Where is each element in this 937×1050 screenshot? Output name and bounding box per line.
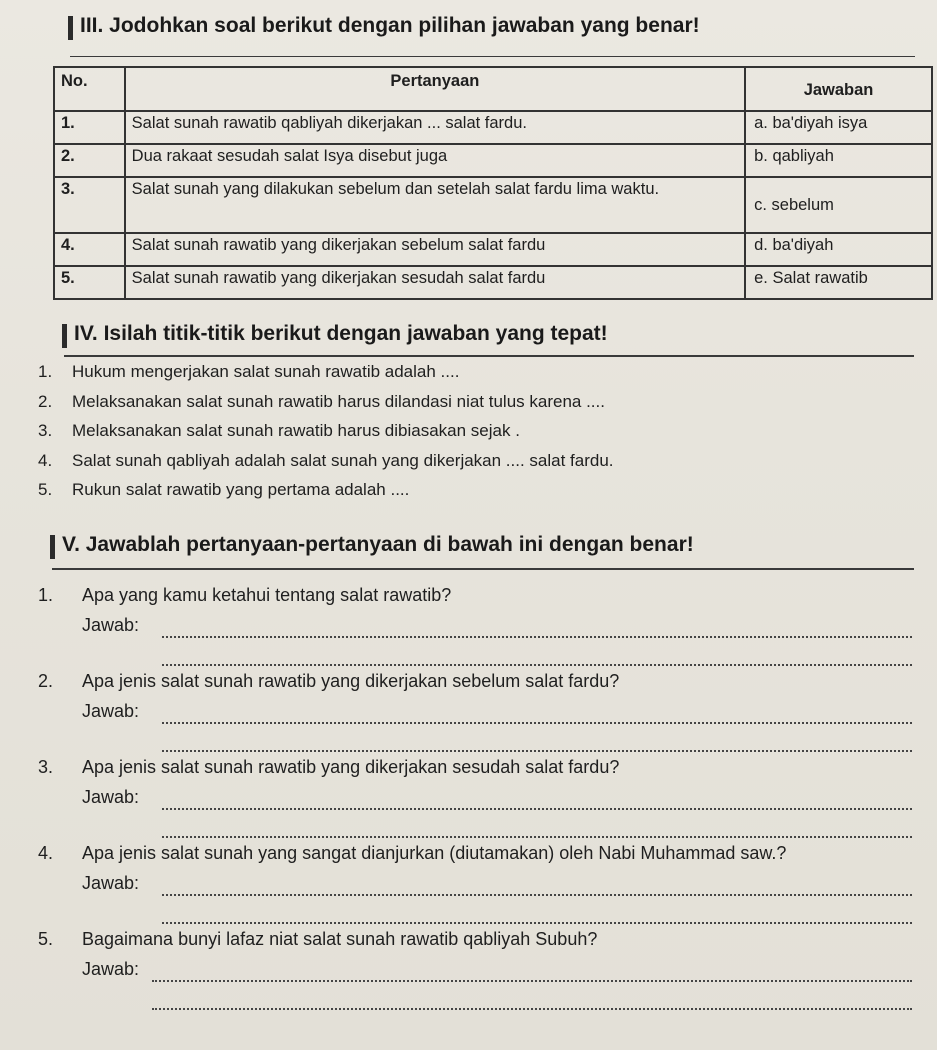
list-item — [38, 392, 614, 422]
row-answer: c. sebelum — [745, 177, 932, 233]
item-text: Apa jenis salat sunah rawatib yang dikerjakan sesudah salat fardu? — [82, 757, 620, 777]
answer-label: Jawab: — [82, 787, 140, 807]
table-row — [54, 266, 932, 299]
list-item — [38, 671, 918, 757]
row-question: Salat sunah rawatib qabliyah dikerjakan ... salat fardu. — [125, 111, 745, 144]
answer-line — [162, 836, 912, 838]
list-item — [38, 585, 918, 671]
table-row — [54, 177, 932, 233]
list-item — [38, 451, 614, 481]
row-answer: e. Salat rawatib — [745, 266, 932, 299]
list-item — [38, 929, 918, 1015]
matching-table — [53, 66, 933, 300]
table-row — [54, 144, 932, 177]
answer-label: Jawab: — [82, 615, 140, 635]
item-text: Melaksanakan salat sunah rawatib harus dilandasi niat tulus karena .... — [72, 391, 605, 411]
item-text: Apa jenis salat sunah rawatib yang dikerjakan sebelum salat fardu? — [82, 671, 620, 691]
section-4-rule — [64, 355, 914, 357]
row-no: 1. — [54, 111, 125, 144]
item-number: 5. — [38, 929, 54, 949]
answer-line — [162, 636, 912, 638]
item-number: 1. — [38, 362, 53, 381]
section-4-title: IV. Isilah titik-titik berikut dengan jawaban yang tepat! — [62, 322, 608, 346]
table-row — [54, 111, 932, 144]
list-item — [38, 843, 918, 929]
item-number: 4. — [38, 450, 53, 470]
row-question: Salat sunah rawatib yang dikerjakan sebelum salat fardu — [125, 233, 745, 266]
list-item — [38, 757, 918, 843]
section-5-rule — [52, 568, 914, 570]
item-number: 3. — [38, 757, 54, 777]
answer-line — [152, 1008, 912, 1010]
answer-line — [162, 922, 912, 924]
row-no: 4. — [54, 233, 125, 266]
section-3-title: III. Jodohkan soal berikut dengan pilihan jawaban yang benar! — [68, 14, 700, 38]
item-number: 2. — [38, 671, 54, 691]
item-text: Apa yang kamu ketahui tentang salat rawatib? — [82, 585, 452, 605]
list-item — [38, 480, 614, 510]
row-answer: a. ba'diyah isya — [745, 111, 932, 144]
answer-line — [162, 808, 912, 810]
list-item — [38, 362, 614, 392]
item-text: Bagaimana bunyi lafaz niat salat sunah rawatib qabliyah Subuh? — [82, 929, 598, 949]
item-text: Apa jenis salat sunah yang sangat dianjurkan (diutamakan) oleh Nabi Muhammad saw.? — [82, 843, 787, 863]
item-number: 3. — [38, 421, 53, 440]
header-answer: Jawaban — [745, 67, 932, 111]
row-question: Salat sunah yang dilakukan sebelum dan setelah salat fardu lima waktu. — [125, 177, 745, 233]
section-3-rule — [70, 56, 915, 57]
fill-in-list — [38, 362, 614, 510]
row-no: 3. — [54, 177, 125, 233]
row-question: Dua rakaat sesudah salat Isya disebut juga — [125, 144, 745, 177]
item-number: 1. — [38, 585, 54, 605]
item-text: Salat sunah qabliyah adalah salat sunah yang dikerjakan .... salat fardu. — [72, 450, 614, 470]
header-no: No. — [54, 67, 125, 111]
table-row — [54, 233, 932, 266]
row-no: 5. — [54, 266, 125, 299]
list-item — [38, 421, 614, 451]
row-no: 2. — [54, 144, 125, 177]
answer-label: Jawab: — [82, 959, 140, 979]
answer-label: Jawab: — [82, 873, 140, 893]
header-question: Pertanyaan — [125, 67, 745, 111]
section-5-title: V. Jawablah pertanyaan-pertanyaan di bawah ini dengan benar! — [50, 533, 694, 557]
answer-line — [162, 722, 912, 724]
row-answer: b. qabliyah — [745, 144, 932, 177]
answer-line — [162, 750, 912, 752]
item-text: Hukum mengerjakan salat sunah rawatib adalah .... — [72, 362, 460, 381]
answer-line — [152, 980, 912, 982]
answer-line — [162, 894, 912, 896]
item-text: Melaksanakan salat sunah rawatib harus dibiasakan sejak . — [72, 421, 520, 440]
item-number: 2. — [38, 391, 53, 411]
answer-line — [162, 664, 912, 666]
answer-label: Jawab: — [82, 701, 140, 721]
item-number: 4. — [38, 843, 54, 863]
essay-list — [38, 585, 918, 1015]
item-text: Rukun salat rawatib yang pertama adalah .... — [72, 480, 410, 499]
row-answer: d. ba'diyah — [745, 233, 932, 266]
item-number: 5. — [38, 480, 53, 499]
row-question: Salat sunah rawatib yang dikerjakan sesudah salat fardu — [125, 266, 745, 299]
